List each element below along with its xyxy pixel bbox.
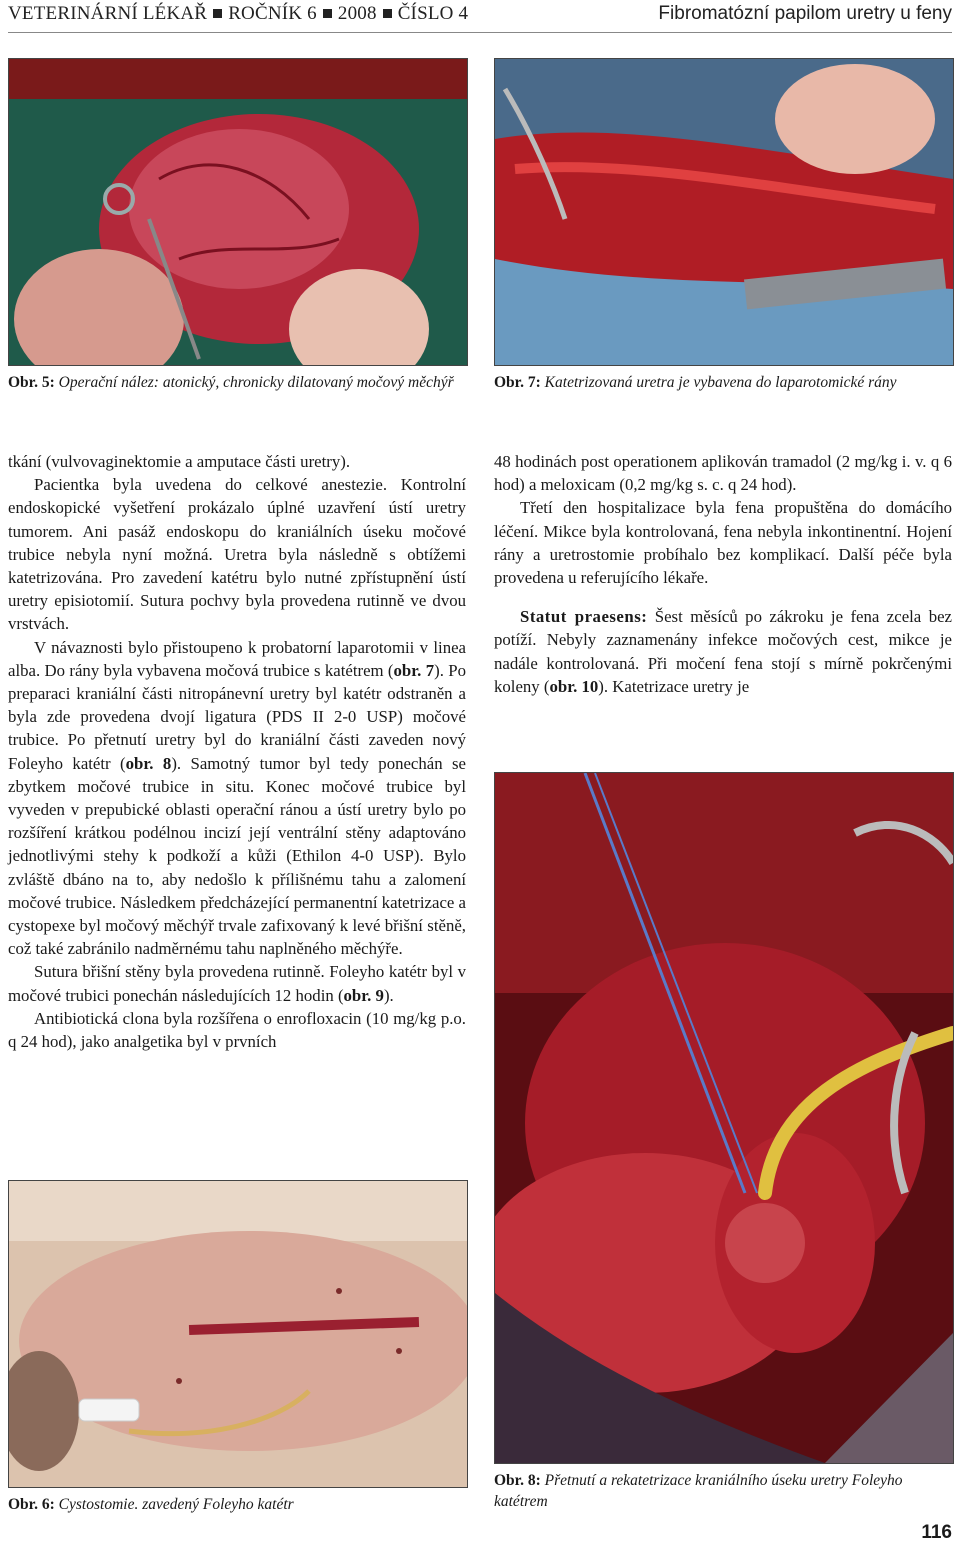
figure-label: Obr. 5:	[8, 374, 55, 391]
paragraph: Pacientka byla uvedena do celkové anestezie. Kontrolní endoskopické vyšetření prokázalo úplné uzavření ústí uretry tumorem. Ani pasáž endoskopu do kraniálních úseku močové trubice nebyla nyní možná. Uretra byla následně s obtížemi katetrizována. Pro zavedení katétru bylo nutné zpřístupnění ústí uretry episiotomií. Sutura pochvy byla provedena rutinně ve dvou vrstvách.	[8, 475, 466, 634]
text-run: ). Po preparaci kraniální části nitropánevní uretry byl katétr odstraněn a byla zde provedena dvojí ligatura (PDS II 2-0 USP) močové trubice. Po přetnutí uretry byl do kraniální části zaveden nový Foleyho katétr (	[8, 660, 467, 773]
page-number: 116	[921, 1522, 952, 1543]
year: 2008	[337, 3, 377, 24]
journal-info	[8, 3, 468, 25]
figure-reference: obr. 7	[393, 660, 435, 680]
figure-label: Obr. 6:	[8, 1496, 55, 1513]
figure-label: Obr. 8:	[494, 1472, 541, 1489]
figure-7-photo	[494, 58, 954, 366]
section-lead: Statut praesens:	[520, 607, 648, 627]
figure-label: Obr. 7:	[494, 374, 541, 391]
square-separator-icon	[383, 9, 392, 18]
issue: ČÍSLO 4	[397, 3, 469, 24]
figure-5-photo	[8, 58, 468, 366]
caption-text: Operační nález: atonický, chronicky dilatovaný močový měchýř	[58, 374, 454, 391]
figure-reference: obr. 9	[343, 985, 384, 1005]
text-run: ). Katetrizace uretry je	[598, 676, 750, 696]
square-separator-icon	[323, 9, 332, 18]
figure-7-caption	[494, 372, 952, 393]
figure-8-photo	[494, 772, 954, 1464]
left-text-column	[8, 450, 466, 1053]
square-separator-icon	[213, 9, 222, 18]
figure-8-caption	[494, 1470, 952, 1512]
running-header	[8, 0, 952, 33]
paragraph: Antibiotická clona byla rozšířena o enrofloxacin (10 mg/kg p.o. q 24 hod), jako analgetika byl v prvních	[8, 1008, 466, 1052]
text-run: Sutura břišní stěny byla provedena rutinně. Foleyho katétr byl v močové trubici ponechán následujících 12 hodin (	[8, 962, 466, 1005]
paragraph: tkání (vulvovaginektomie a amputace části uretry).	[8, 452, 351, 471]
paragraph	[8, 636, 466, 961]
text-run: V návaznosti bylo přistoupeno k probatorní laparotomii v linea alba. Do rány byla vybavena močová trubice s katétrem (	[8, 637, 466, 680]
caption-text: Katetrizovaná uretra je vybavena do laparotomické rány	[544, 374, 897, 391]
figure-6-photo	[8, 1180, 468, 1488]
text-run: ). Samotný tumor byl tedy ponechán se zbytkem močové trubice in situ. Konec močové trubice byl vyveden v prepubické oblasti operační ránou a ústí uretry bylo po rozšíření krátkou podélnou incizí její ventrální stěny adaptováno jednotlivými stehy k podkoží a kůži (Ethilon 4-0 USP). Bylo zvláště dbáno na to, aby nedošlo k přílišnému tahu a zalomení močové trubice. Následkem předcházející permanentní katetrizace a cystopexe byl močový měchýř trvale zafixovaný k levé břišní stěně, což také zabránilo nadměrnému tahu naplněného měchýře.	[8, 753, 467, 959]
caption-text: Cystostomie. zavedený Foleyho katétr	[58, 1496, 294, 1513]
caption-text: Přetnutí a rekatetrizace kraniálního úseku uretry Foleyho katétrem	[494, 1472, 903, 1510]
text-run: ).	[383, 985, 394, 1005]
journal-name: VETERINÁRNÍ LÉKAŘ	[8, 3, 208, 24]
right-text-column	[494, 450, 952, 698]
text-run: Šest měsíců po zákroku je fena zcela bez potíží. Nebyly zaznamenány infekce močových cest, mikce je nadále kontrolovaná. Při močení fena stojí s mírně pokrčenými koleny (	[494, 607, 952, 696]
figure-reference: obr. 10	[549, 676, 599, 696]
paragraph: 48 hodinách post operationem aplikován tramadol (2 mg/kg i. v. q 6 hod) a meloxicam (0,2 mg/kg s. c. q 24 hod).	[494, 452, 952, 495]
article-title: Fibromatózní papilom uretry u feny	[658, 3, 952, 24]
figure-reference: obr. 8	[125, 753, 172, 773]
paragraph	[8, 960, 466, 1006]
volume: ROČNÍK 6	[228, 3, 317, 24]
figure-5-caption	[8, 372, 466, 393]
figure-6-caption	[8, 1494, 466, 1515]
paragraph	[494, 605, 952, 698]
paragraph: Třetí den hospitalizace byla fena propuštěna do domácího léčení. Mikce byla kontrolovaná, fena nebyla inkontinentní. Hojení rány a uretrostomie probíhalo bez komplikací. Další péče byla provedena u referujícího lékaře.	[494, 498, 952, 588]
